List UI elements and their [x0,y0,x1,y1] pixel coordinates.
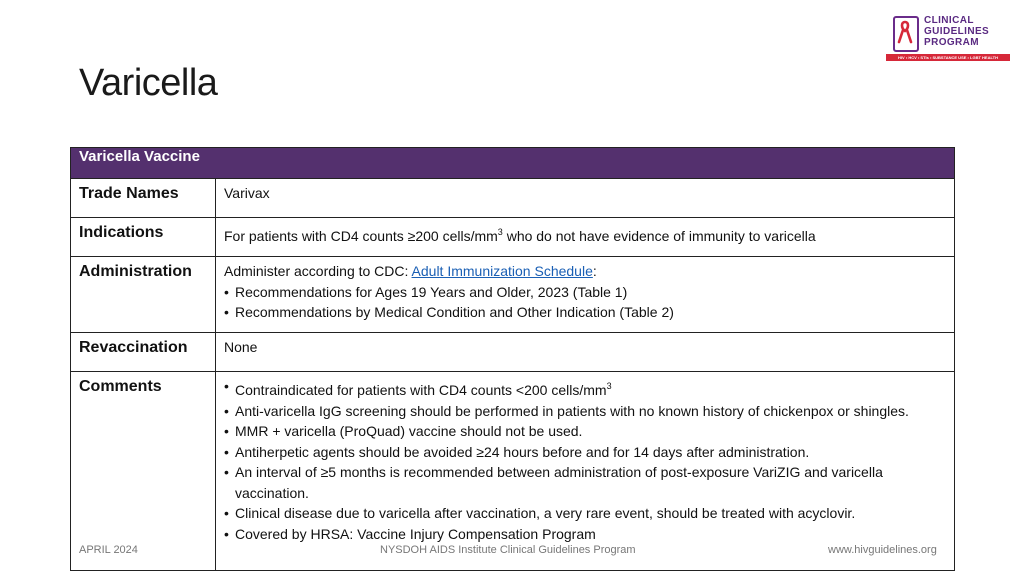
indications-text: For patients with CD4 counts ≥200 cells/mm [224,228,498,244]
table-header-row [71,148,955,179]
comment-text: Contraindicated for patients with CD4 counts <200 cells/mm [235,382,607,398]
administration-list [224,282,946,323]
row-value: None [216,333,955,372]
indications-text-tail: who do not have evidence of immunity to varicella [502,228,816,244]
page-title: Varicella [79,62,218,104]
logo-line-3: PROGRAM [924,37,980,48]
logo-tagline: HIV • HCV • STIs • SUBSTANCE USE • LGBT HEALTH [886,54,1010,61]
row-label: Trade Names [71,179,216,218]
clinical-guidelines-logo [886,14,1010,64]
row-value [216,372,955,571]
table-row-administration [71,257,955,333]
varicella-vaccine-table [70,147,955,571]
list-item [224,376,946,401]
row-value [216,257,955,333]
list-item: • Anti-varicella IgG screening should be performed in patients with no known history of chickenpox or shingles. [224,401,946,422]
adult-immunization-schedule-link[interactable]: Adult Immunization Schedule [411,263,593,279]
logo-line-2: GUIDELINES [924,26,990,37]
row-label: Revaccination [71,333,216,372]
list-item: • Antiherpetic agents should be avoided ≥24 hours before and for 14 days after administration. [224,442,946,463]
intro-colon: : [592,263,597,279]
row-label: Administration [71,257,216,333]
logo-wordmark [924,15,989,48]
table-row-comments [71,372,955,571]
list-item: • An interval of ≥5 months is recommended between administration of post-exposure VariZIG and varicella vaccination. [224,462,946,503]
superscript: 3 [497,227,503,237]
list-item: • Recommendations for Ages 19 Years and Older, 2023 (Table 1) [224,282,946,303]
awareness-ribbon-icon [897,20,913,44]
list-item: • MMR + varicella (ProQuad) vaccine should not be used. [224,421,946,442]
table-row-trade-names [71,179,955,218]
table-header: Varicella Vaccine [71,148,955,179]
footer-program: NYSDOH AIDS Institute Clinical Guidelines Program [380,544,636,556]
footer-url[interactable]: www.hivguidelines.org [828,544,937,556]
list-item: • Clinical disease due to varicella after vaccination, a very rare event, should be treated with acyclovir. [224,503,946,524]
row-value [216,218,955,257]
row-label: Indications [71,218,216,257]
logo-line-1: CLINICAL [924,15,974,26]
row-label: Comments [71,372,216,571]
list-item: • Recommendations by Medical Condition and Other Indication (Table 2) [224,302,946,323]
row-value: Varivax [216,179,955,218]
table-row-revaccination [71,333,955,372]
superscript: 3 [606,381,612,391]
table-row-indications [71,218,955,257]
comments-list [224,376,946,544]
administration-intro [224,261,946,282]
list-item: • Covered by HRSA: Vaccine Injury Compensation Program [224,524,946,545]
footer-date: APRIL 2024 [79,544,138,556]
intro-text: Administer according to CDC: [224,263,412,279]
